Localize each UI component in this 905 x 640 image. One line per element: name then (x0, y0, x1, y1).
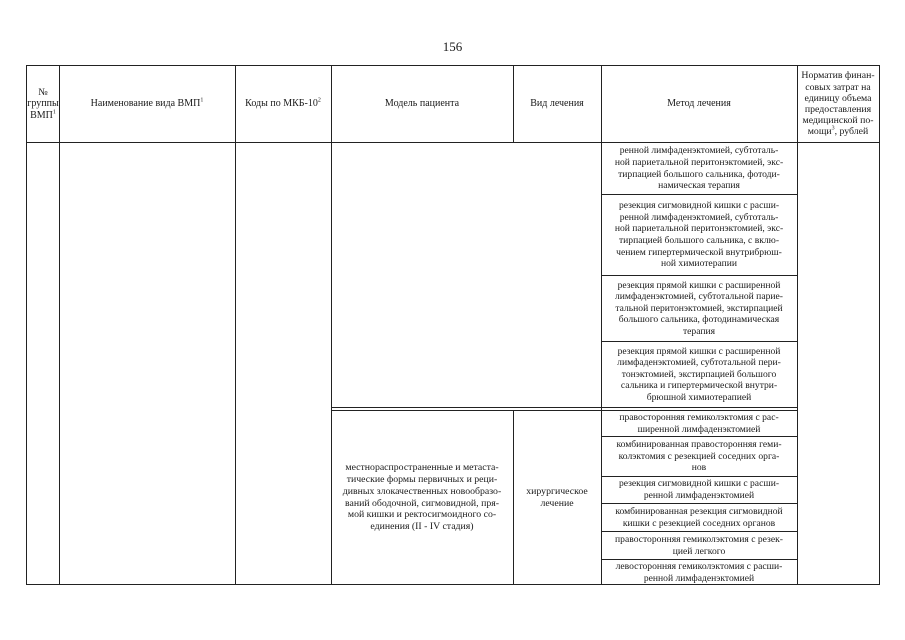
group-divider (331, 407, 797, 408)
col-divider (235, 66, 236, 584)
header-treatment-method: Метод лечения (667, 98, 731, 110)
vmp-table (26, 65, 880, 585)
header-vmp-name: Наименование вида ВМП$^1$ (90, 97, 204, 110)
method-cell: резекция сигмовидной кишки с расши- ренной лимфаденэктомией (618, 478, 780, 501)
method-cell: правосторонняя гемиколэктомия с резек- цией легкого (615, 533, 783, 557)
col-divider (797, 66, 798, 584)
treatment-type-cell: хирургическое лечение (526, 485, 588, 509)
method-cell: левосторонняя гемиколэктомия с расши- ренной лимфаденэктомией (615, 560, 783, 584)
method-cell: правосторонняя гемиколэктомия с рас- ширенной лимфаденэктомией (619, 411, 779, 435)
header-treatment-type: Вид лечения (530, 98, 584, 110)
header-icd-codes: Коды по МКБ-$10^2$ (245, 97, 321, 110)
method-cell: комбинированная правосторонняя геми- колэктомия с резекцией соседних орга- нов (616, 439, 782, 474)
method-cell: резекция прямой кишки с расширенной лимфаденэктомией, субтотальной парие- тальной перитонэктомией, экстирпацией большого сальника, фотодинамическая терапия (615, 279, 783, 337)
method-cell: резекция сигмовидной кишки с расши- ренной лимфаденэктомией, субтоталь- ной париетальной перитонэктомией, экс- тирпацией большого сальника, с вклю- чением гипертермической внутрибрюш- ной химиотерапии (614, 200, 784, 270)
method-cell: резекция прямой кишки с расширенной лимфаденэктомией, субтотальной пери- тонэктомией, экстирпацией большого сальника и гипертермической внутри- брюшной химиотерапией (617, 345, 781, 403)
page-number: 156 (442, 39, 463, 54)
method-cell: комбинированная резекция сигмовидной кишки с резекцией соседних органов (615, 505, 783, 529)
method-cell: ренной лимфаденэктомией, субтоталь- ной париетальной перитонэктомией, экс- тирпацией большого сальника, фотоди- намическая терапия (614, 145, 784, 192)
header-group-number: № группы ВМП$^1$ (27, 86, 59, 121)
header-patient-model: Модель пациента (384, 98, 460, 110)
col-divider (59, 66, 60, 584)
patient-model-cell: местнораспространенные и метаста- тические формы первичных и реци- дивных злокачественных новообразо- ваний ободочной, сигмовидной, пря- мой кишки и ректосигмоидного со- единения (II - IV стадия) (342, 462, 502, 533)
header-financial-norm: Норматив финан- совых затрат на единицу объема предоставления медицинской по- мощи$^3$, рублей (801, 70, 875, 138)
